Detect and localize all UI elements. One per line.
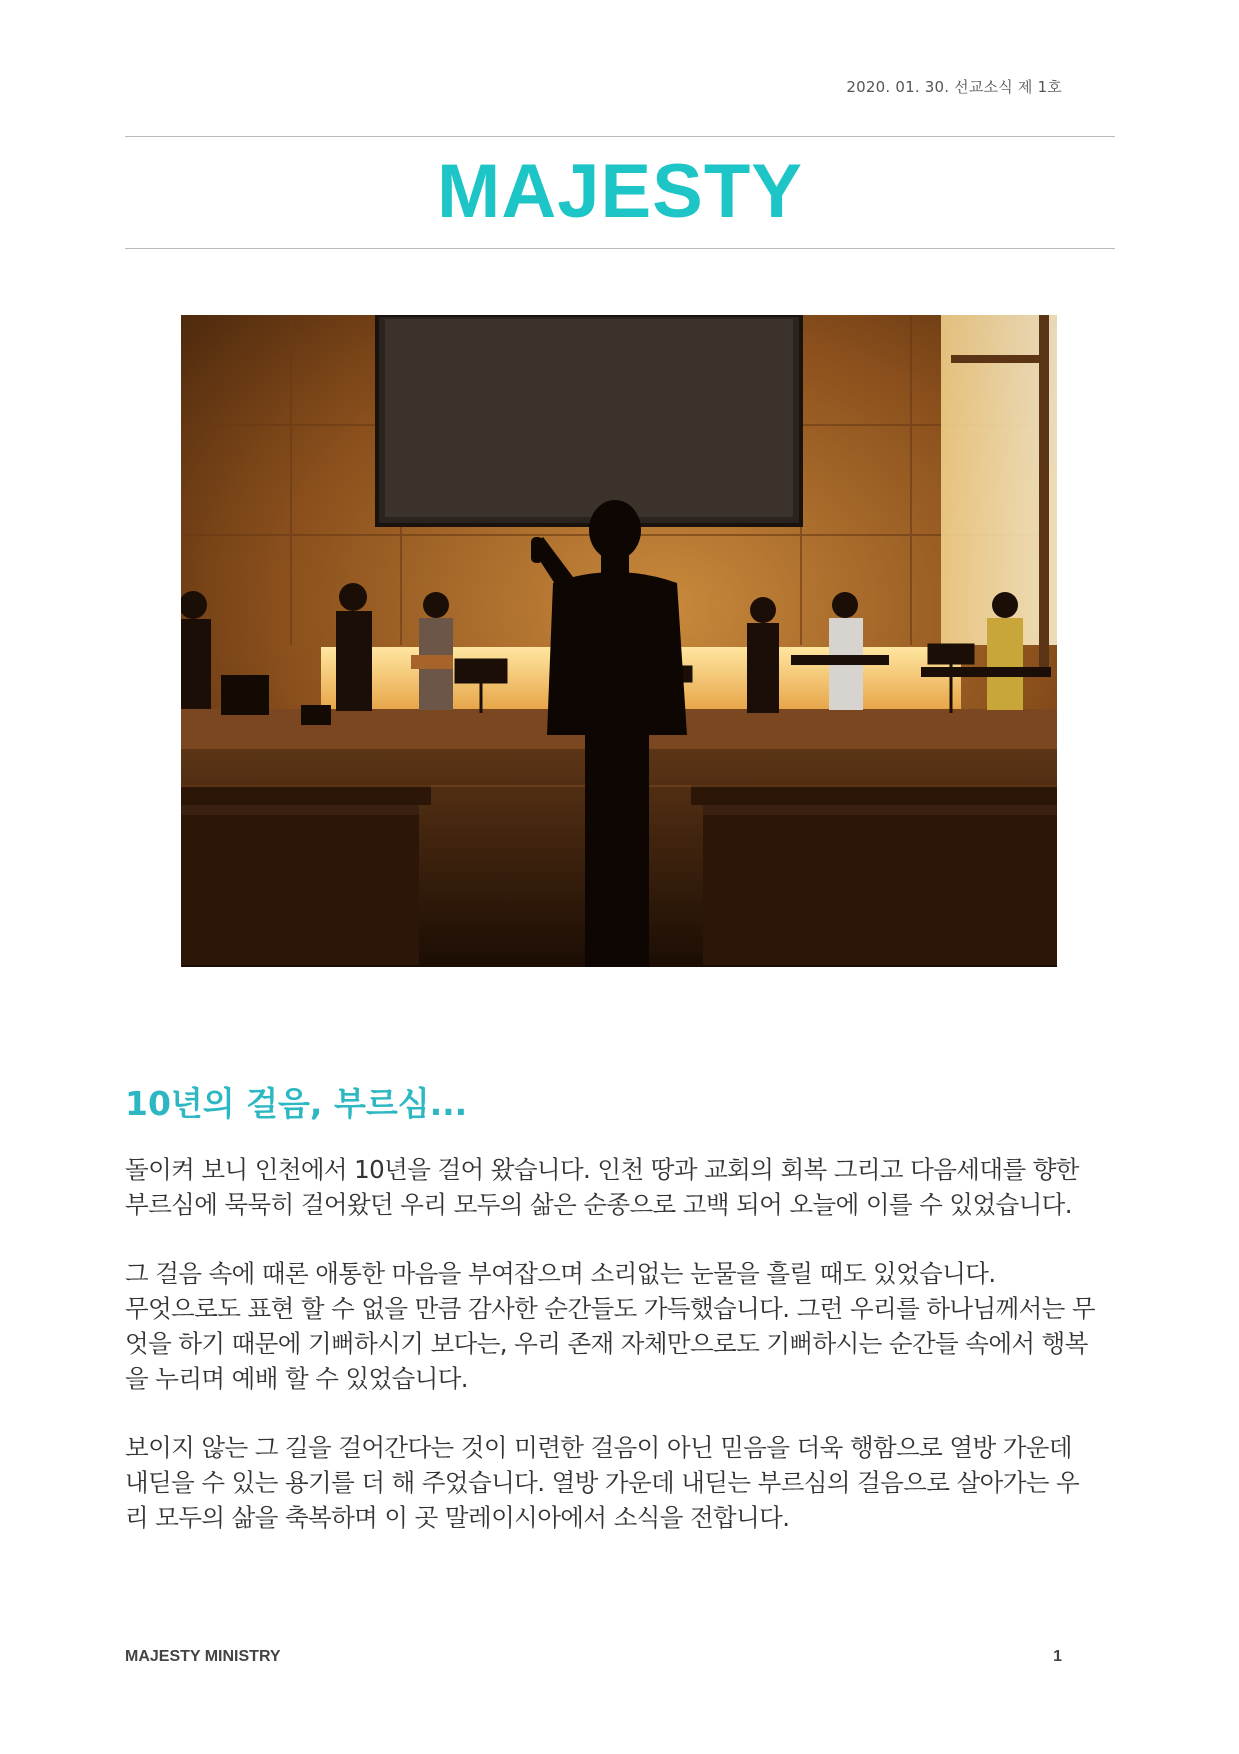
paragraph-1	[125, 1152, 1115, 1222]
issue-meta: 2020. 01. 30. 선교소식 제 1호	[846, 78, 1062, 96]
paragraph-2	[125, 1256, 1115, 1396]
paragraph-line: 엇을 하기 때문에 기뻐하시기 보다는, 우리 존재 자체만으로도 기뻐하시는 순간들 속에서 행복	[125, 1329, 1088, 1358]
paragraph-line: 리 모두의 삶을 축복하며 이 곳 말레이시아에서 소식을 전합니다.	[125, 1503, 790, 1532]
paragraph-line: 무엇으로도 표현 할 수 없을 만큼 감사한 순간들도 가득했습니다. 그런 우리를 하나님께서는 무	[125, 1294, 1095, 1323]
masthead-title: MAJESTY	[437, 149, 803, 234]
top-divider	[125, 136, 1115, 137]
paragraph-line: 보이지 않는 그 길을 걸어간다는 것이 미련한 걸음이 아닌 믿음을 더욱 행함으로 열방 가운데	[125, 1433, 1072, 1462]
paragraph-line: 그 걸음 속에 때론 애통한 마음을 부여잡으며 소리없는 눈물을 흘릴 때도 있었습니다.	[125, 1259, 996, 1288]
paragraph-line: 을 누리며 예배 할 수 있었습니다.	[125, 1364, 468, 1393]
paragraph-line: 돌이켜 보니 인천에서 10년을 걸어 왔습니다. 인천 땅과 교회의 회복 그리고 다음세대를 향한	[125, 1155, 1079, 1184]
article-heading: 10년의 걸음, 부르심...	[125, 1084, 468, 1123]
paragraph-line: 부르심에 묵묵히 걸어왔던 우리 모두의 삶은 순종으로 고백 되어 오늘에 이를 수 있었습니다.	[125, 1190, 1072, 1219]
bottom-divider	[125, 248, 1115, 249]
page-number: 1	[1053, 1648, 1062, 1665]
footer-organization: MAJESTY MINISTRY	[125, 1648, 281, 1665]
paragraph-line: 내딛을 수 있는 용기를 더 해 주었습니다. 열방 가운데 내딛는 부르심의 걸음으로 살아가는 우	[125, 1468, 1080, 1497]
paragraph-3	[125, 1430, 1115, 1535]
worship-band-photo	[181, 315, 1057, 967]
